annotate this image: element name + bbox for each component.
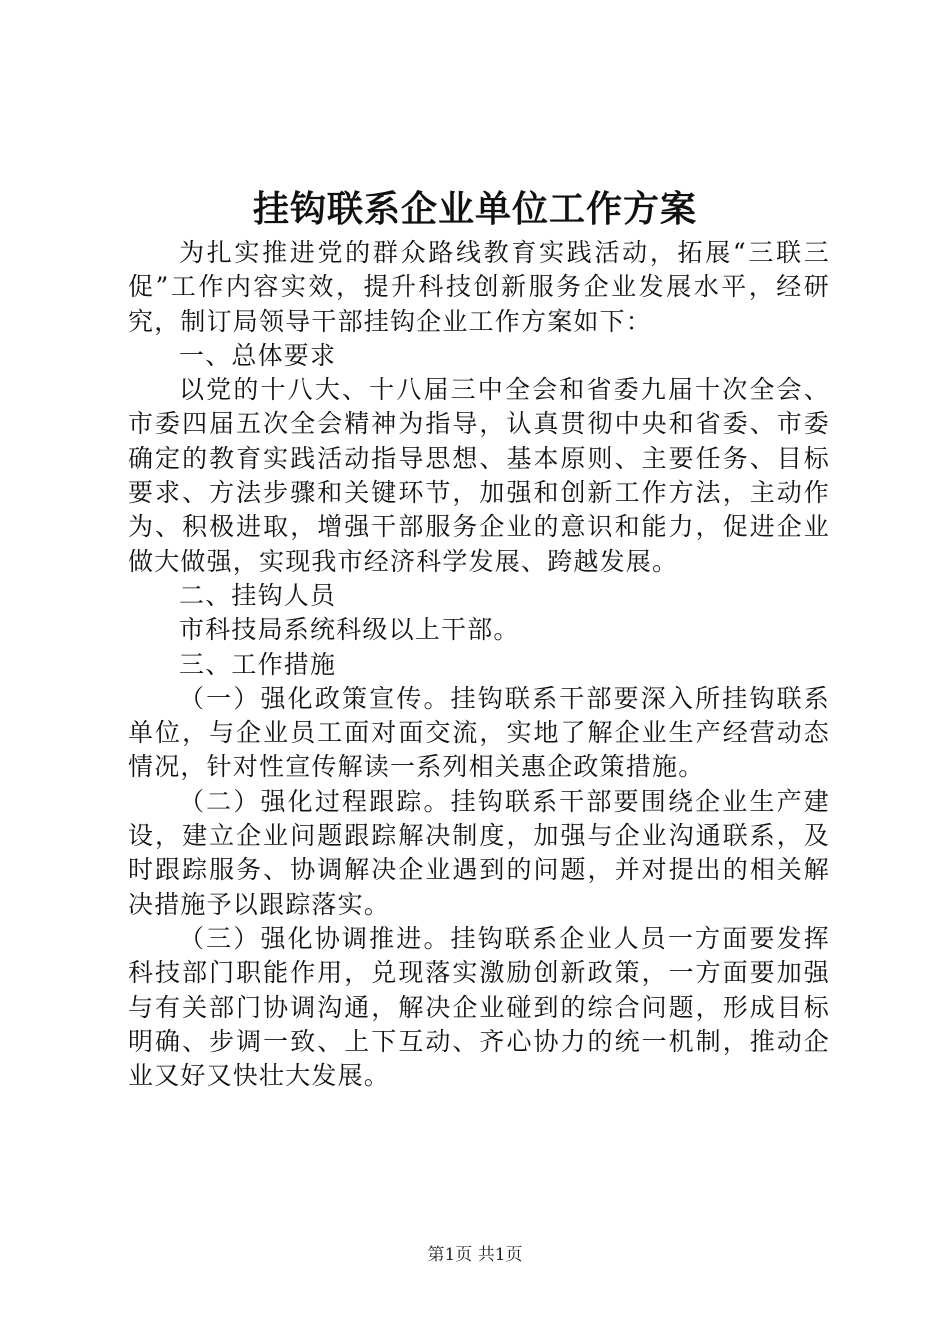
measure-paragraph-2: （二）强化过程跟踪。挂钩联系干部要围绕企业生产建设，建立企业问题跟踪解决制度，加强与企业沟通联系，及时跟踪服务、协调解决企业遇到的问题，并对提出的相关解决措施予以跟踪落实。 (128, 786, 830, 919)
section-heading-general-requirements: 一、总体要求 (179, 340, 337, 370)
personnel-paragraph: 市科技局系统科级以上干部。 (179, 615, 520, 645)
section-heading-personnel: 二、挂钩人员 (179, 580, 337, 610)
general-requirements-paragraph: 以党的十八大、十八届三中全会和省委九届十次全会、市委四届五次全会精神为指导，认真贯彻中央和省委、市委确定的教育实践活动指导思想、基本原则、主要任务、目标要求、方法步骤和关键环节，加强和创新工作方法，主动作为、积极进取，增强干部服务企业的意识和能力，促进企业做大做强，实现我市经济科学发展、跨越发展。 (128, 375, 830, 576)
measure-paragraph-1: （一）强化政策宣传。挂钩联系干部要深入所挂钩联系单位，与企业员工面对面交流，实地了解企业生产经营动态情况，针对性宣传解读一系列相关惠企政策措施。 (128, 683, 830, 782)
measure-paragraph-3: （三）强化协调推进。挂钩联系企业人员一方面要发挥科技部门职能作用，兑现落实激励创新政策，一方面要加强与有关部门协调沟通，解决企业碰到的综合问题，形成目标明确、步调一致、上下互动、齐心协力的统一机制，推动企业又好又快壮大发展。 (128, 923, 830, 1091)
document-title: 挂钩联系企业单位工作方案 (252, 188, 697, 230)
document-body (128, 236, 830, 1093)
section-heading-measures: 三、工作措施 (179, 649, 337, 679)
intro-paragraph: 为扎实推进党的群众路线教育实践活动，拓展“三联三促”工作内容实效，提升科技创新服务企业发展水平，经研究，制订局领导干部挂钩企业工作方案如下： (128, 238, 830, 336)
page-footer: 第1页 共1页 (427, 1245, 523, 1265)
